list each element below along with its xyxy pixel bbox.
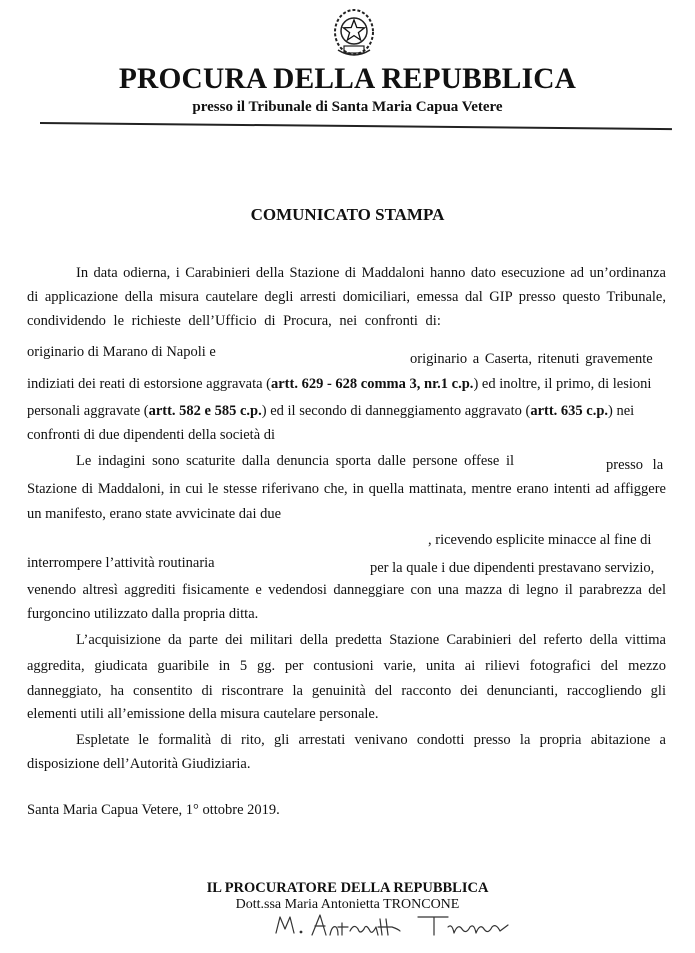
paragraph-line: un manifesto, erano state avvicinate dai due [27, 506, 282, 522]
paragraph-line: L’acquisizione da parte dei militari della predetta Stazione Carabinieri del referto della vittima [76, 632, 666, 648]
text-fragment: ) ed il secondo di danneggiamento aggravato ( [261, 403, 531, 419]
office-title: PROCURA DELLA REPUBBLICA [118, 62, 577, 95]
paragraph-line: di applicazione della misura cautelare degli arresti domiciliari, emessa dal GIP presso questo Tribunale, [27, 289, 666, 305]
text-fragment: indiziati dei reati di estorsione aggravata ( [27, 376, 271, 392]
paragraph-line: danneggiato, ha consentito di riscontrare la genuinità del racconto dei denuncianti, raccogliendo gli [27, 683, 666, 699]
signatory-name: Dott.ssa Maria Antonietta TRONCONE [235, 897, 460, 912]
signatory-title: IL PROCURATORE DELLA REPUBBLICA [206, 880, 489, 896]
paragraph-line: interrompere l’attività routinaria [27, 555, 215, 571]
paragraph-line: confronti di due dipendenti della società di [27, 427, 276, 443]
paragraph-line: Espletate le formalità di rito, gli arrestati venivano condotti presso la propria abitazione a [76, 732, 666, 748]
paragraph-line: disposizione dell’Autorità Giudiziaria. [27, 756, 251, 772]
header-divider [40, 122, 672, 130]
paragraph-line: originario a Caserta, ritenuti gravemente [410, 351, 653, 367]
text-fragment: ) ed inoltre, il primo, di lesioni [473, 376, 652, 392]
document-heading: COMUNICATO STAMPA [250, 205, 445, 224]
legal-reference: artt. 635 c.p. [530, 403, 609, 419]
italian-republic-emblem-icon [330, 4, 378, 62]
paragraph-line: venendo altresì aggrediti fisicamente e vedendosi danneggiare con una mazza di legno il parabrezza del [27, 582, 666, 598]
paragraph-line: Stazione di Maddaloni, in cui le stesse riferivano che, in quella mattinata, mentre erano intenti ad affiggere [27, 481, 666, 497]
paragraph-line: In data odierna, i Carabinieri della Stazione di Maddaloni hanno dato esecuzione ad un’ordinanza [76, 265, 666, 281]
legal-reference: artt. 629 - 628 comma 3, nr.1 c.p. [271, 376, 474, 392]
handwritten-signature-icon [268, 909, 518, 941]
paragraph-line: condividendo le richieste dell’Ufficio di Procura, nei confronti di: [27, 313, 441, 329]
legal-reference: artt. 582 e 585 c.p. [148, 403, 262, 419]
paragraph-line [27, 404, 634, 419]
paragraph-line: per la quale i due dipendenti prestavano servizio, [370, 560, 655, 576]
text-fragment: personali aggravate ( [27, 403, 149, 419]
office-subtitle: presso il Tribunale di Santa Maria Capua Vetere [192, 99, 503, 115]
text-fragment: ) nei [608, 403, 635, 419]
paragraph-line: elementi utili all’emissione della misura cautelare personale. [27, 706, 379, 722]
place-and-date: Santa Maria Capua Vetere, 1° ottobre 2019. [27, 802, 280, 818]
paragraph-line [27, 377, 651, 392]
paragraph-line: aggredita, giudicata guaribile in 5 gg. per contusioni varie, unita ai rilievi fotografici del mezzo [27, 658, 666, 674]
paragraph-line: furgoncino utilizzato dalla propria ditta. [27, 606, 259, 622]
paragraph-line: Le indagini sono scaturite dalla denuncia sporta dalle persone offese il [76, 453, 515, 469]
paragraph-line: , ricevendo esplicite minacce al fine di [428, 532, 652, 548]
paragraph-line: presso la [606, 457, 664, 473]
paragraph-line: originario di Marano di Napoli e [27, 344, 216, 360]
